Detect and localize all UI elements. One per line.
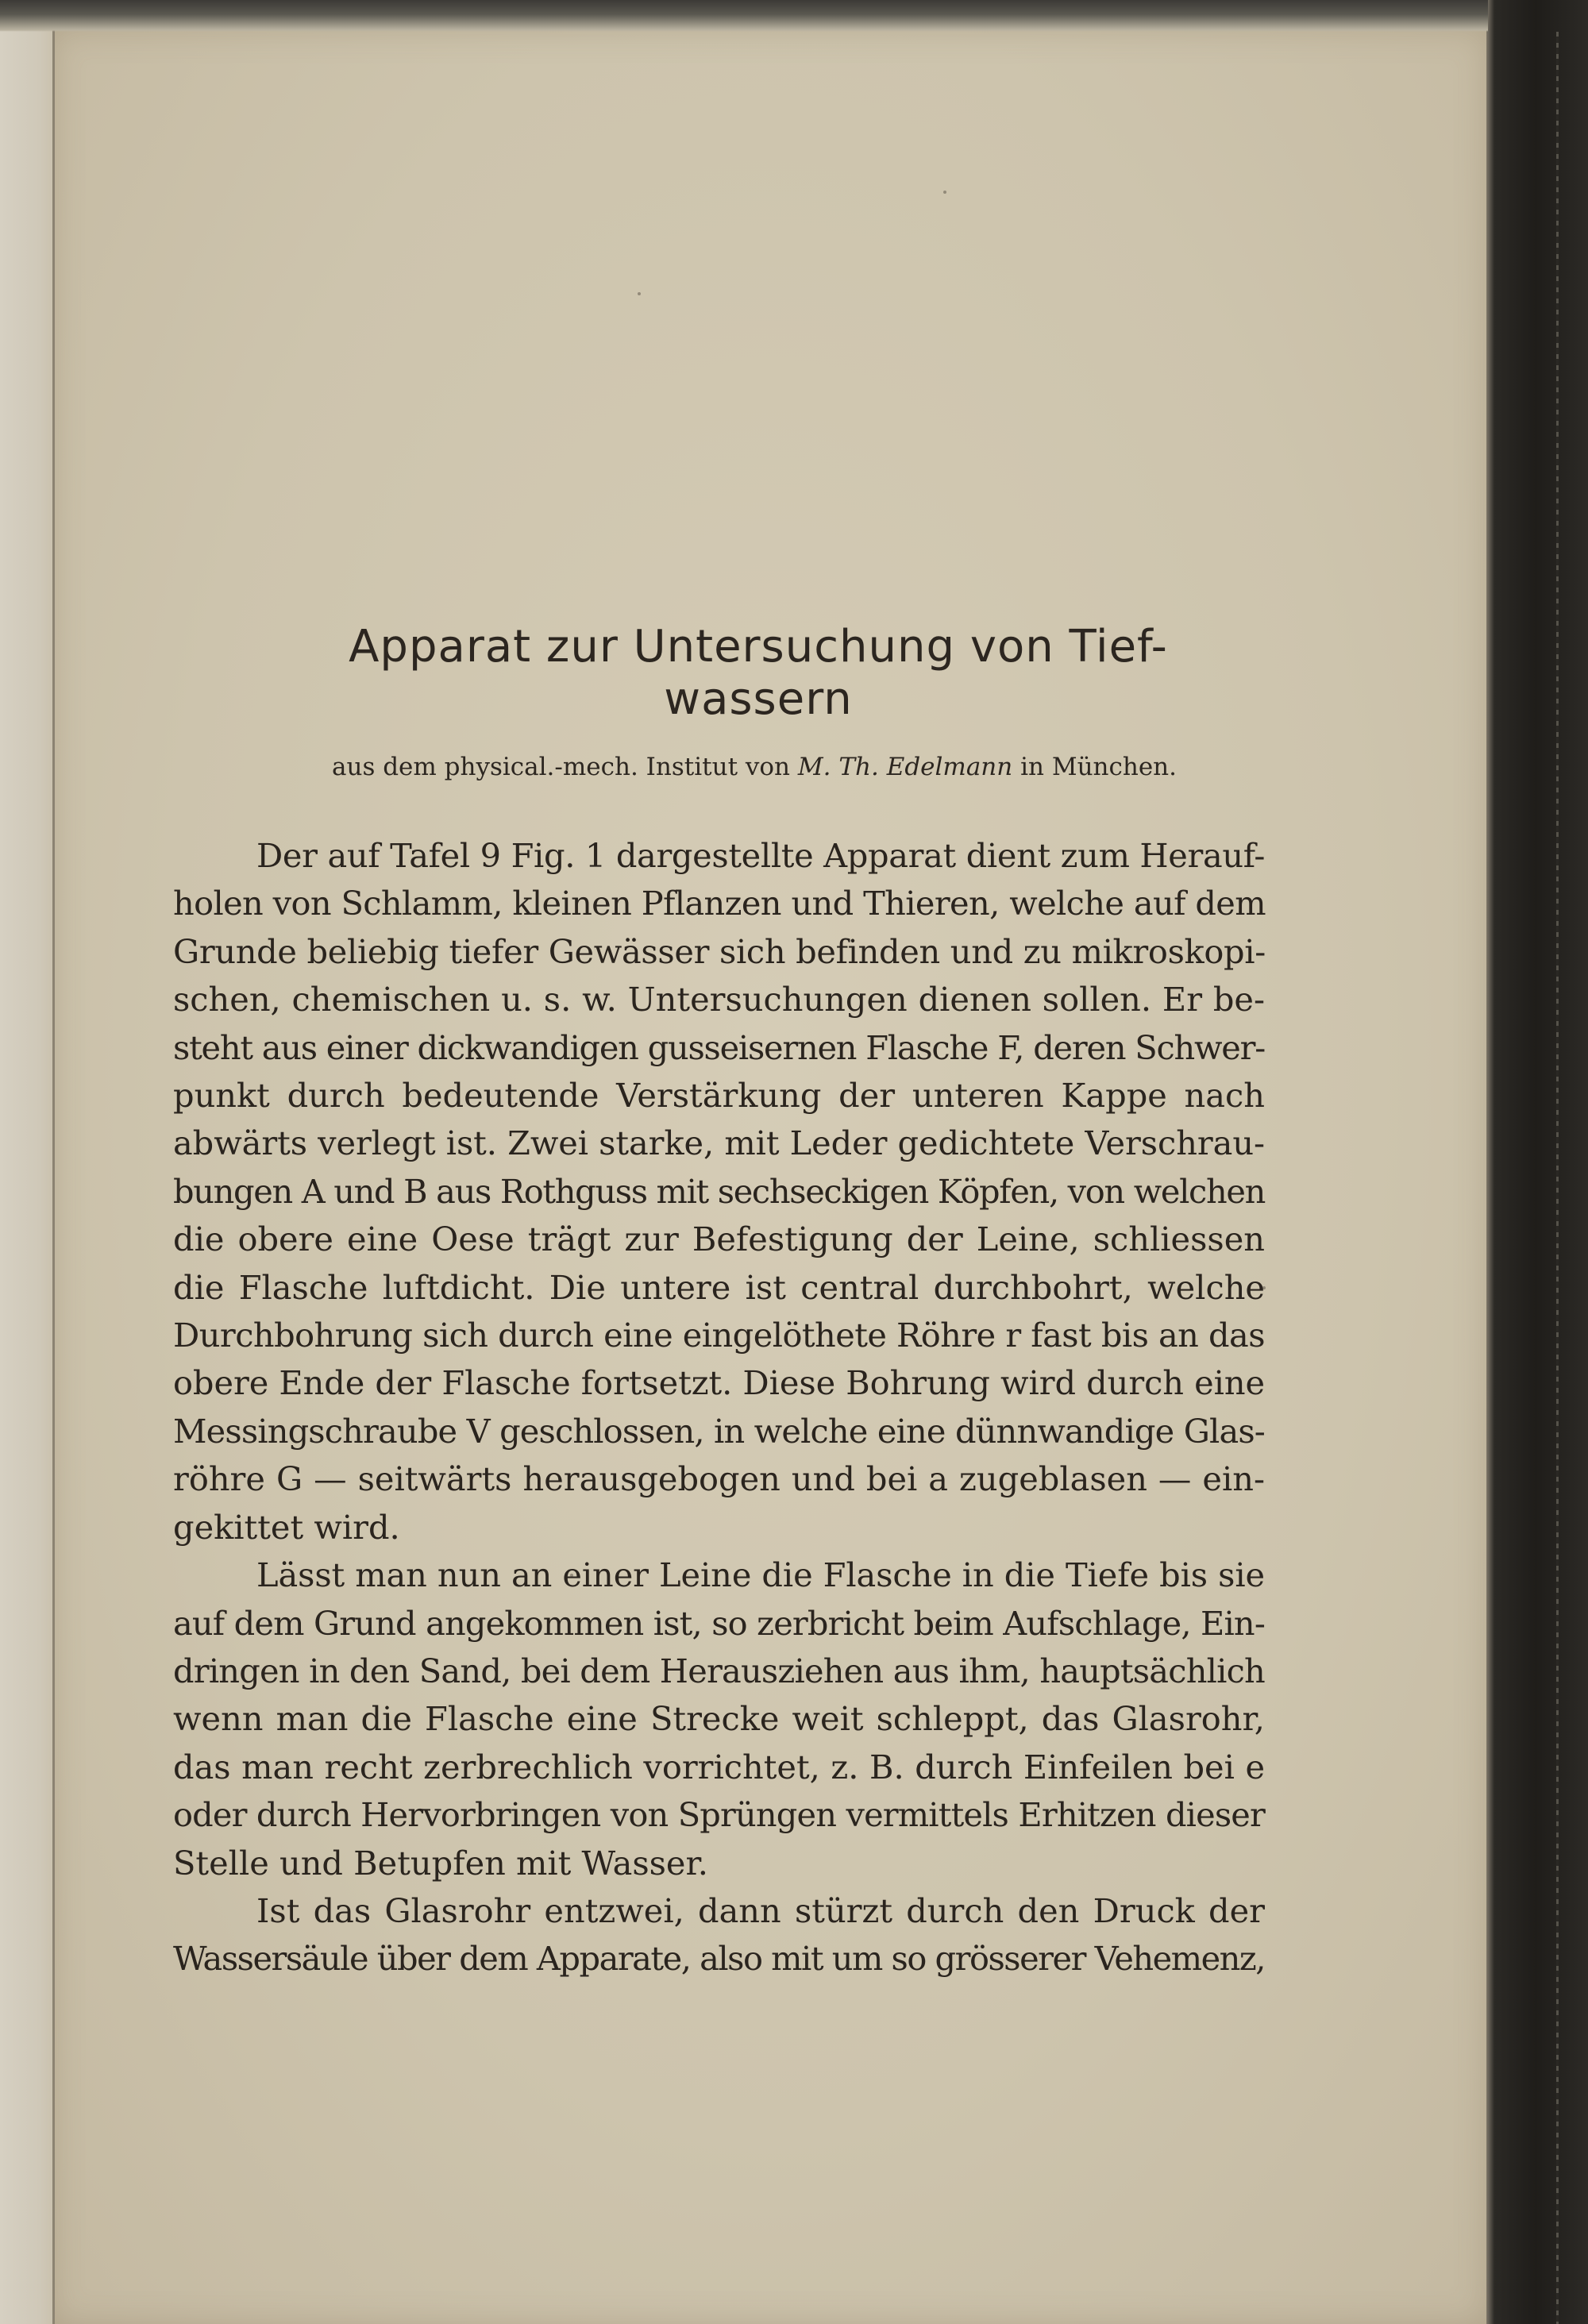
article-subtitle	[238, 753, 1270, 781]
text-line: das man recht zerbrechlich vorrichtet, z. B. durch Einfeilen bei e	[173, 1747, 1265, 1786]
text-line: abwärts verlegt ist. Zwei starke, mit Leder gedichtete Verschrau-	[173, 1123, 1265, 1163]
text-line: Durchbohrung sich durch eine eingelöthete Röhre r fast bis an das	[173, 1316, 1265, 1355]
paragraph-2	[173, 1551, 1265, 1887]
paragraph-3	[173, 1887, 1265, 1983]
text-line: holen von Schlamm, kleinen Pflanzen und Thieren, welche auf dem	[173, 884, 1266, 923]
article-body	[173, 832, 1265, 1983]
subtitle-author: M. Th. Edelmann	[797, 753, 1013, 781]
book-cover-edge	[1488, 0, 1588, 2324]
text-line: die obere eine Oese trägt zur Befestigung der Leine, schliessen	[173, 1220, 1265, 1259]
text-line: Der auf Tafel 9 Fig. 1 dargestellte Apparat dient zum Herauf-	[256, 836, 1265, 875]
paper-speck	[943, 191, 946, 194]
text-line: Ist das Glasrohr entzwei, dann stürzt durch den Druck der	[256, 1890, 1265, 1930]
text-line: Grunde beliebig tiefer Gewässer sich befinden und zu mikroskopi-	[173, 931, 1266, 971]
subtitle-suffix: in München.	[1012, 753, 1177, 781]
top-page-edge	[0, 0, 1588, 32]
text-line: Lässt man nun an einer Leine die Flasche in die Tiefe bis sie	[256, 1555, 1265, 1595]
text-line: obere Ende der Flasche fortsetzt. Diese Bohrung wird durch eine	[173, 1363, 1265, 1403]
cover-edge-texture	[1556, 32, 1559, 2324]
title-line-2: wassern	[664, 673, 853, 725]
title-line-1: Apparat zur Untersuchung von Tief-	[349, 621, 1168, 673]
text-line: die Flasche luftdicht. Die untere ist central durchbohrt, welche	[173, 1267, 1265, 1307]
text-line: Messingschraube V geschlossen, in welche eine dünnwandige Glas-	[173, 1411, 1265, 1451]
text-line: schen, chemischen u. s. w. Untersuchungen dienen sollen. Er be-	[173, 980, 1265, 1019]
text-line: Stelle und Betupfen mit Wasser.	[173, 1843, 708, 1883]
text-line: oder durch Hervorbringen von Sprüngen vermittels Erhitzen dieser	[173, 1795, 1265, 1835]
page-left-edge	[52, 30, 55, 2324]
text-line: Wassersäule über dem Apparate, also mit um so grösserer Vehemenz,	[173, 1939, 1265, 1979]
text-line: punkt durch bedeutende Verstärkung der unteren Kappe nach	[173, 1076, 1265, 1116]
paragraph-1	[173, 832, 1265, 1551]
text-line: steht aus einer dickwandigen gusseisernen Flasche F, deren Schwer-	[173, 1027, 1265, 1067]
article-title	[302, 621, 1215, 726]
text-line: gekittet wird.	[173, 1507, 400, 1547]
paper-speck	[638, 292, 641, 295]
text-line: auf dem Grund angekommen ist, so zerbricht beim Aufschlage, Ein-	[173, 1603, 1265, 1643]
text-line: wenn man die Flasche eine Strecke weit schleppt, das Glasrohr,	[173, 1699, 1265, 1739]
text-line: dringen in den Sand, bei dem Herausziehen aus ihm, hauptsächlich	[173, 1651, 1265, 1690]
text-line: bungen A und B aus Rothguss mit sechseckigen Köpfen, von welchen	[173, 1171, 1265, 1211]
text-line: röhre G — seitwärts herausgebogen und bei a zugeblasen — ein-	[173, 1459, 1265, 1499]
subtitle-prefix: aus dem physical.-mech. Institut von	[332, 753, 798, 781]
